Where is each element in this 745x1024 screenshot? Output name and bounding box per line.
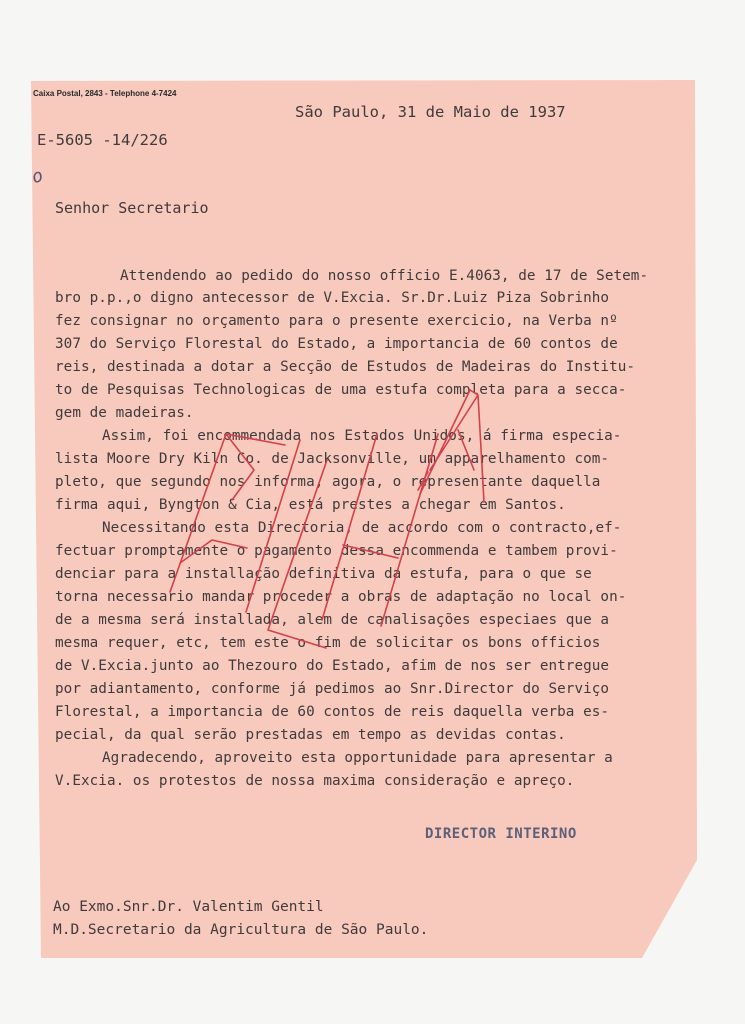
body-line: torna necessario mandar proceder a obras de adaptação no local on- [55,589,627,605]
signature-title: DIRECTOR INTERINO [425,826,577,842]
body-line: Attendendo ao pedido do nosso officio E.4063, de 17 de Setem- [120,268,649,284]
margin-mark: o [29,164,46,189]
addressee-line: Ao Exmo.Snr.Dr. Valentim Gentil [53,899,324,915]
salutation: Senhor Secretario [55,199,209,217]
body-line: de V.Excia.junto ao Thezouro do Estado, afim de nos ser entregue [55,658,610,674]
body-line: V.Excia. os protestos de nossa maxima consideração e apreço. [55,773,575,789]
body-line: reis, destinada a dotar a Secção de Estudos de Madeiras do Institu- [55,359,636,375]
body-line: Assim, foi encommendada nos Estados Unidos, á firma especia- [102,428,622,444]
addressee-line: M.D.Secretario da Agricultura de São Paulo. [53,922,429,938]
body-line: pecial, da qual serão prestadas em tempo as devidas contas. [55,727,566,743]
body-line: Agradecendo, aproveito esta opportunidade para apresentar a [102,750,613,766]
body-line: por adiantamento, conforme já pedimos ao Snr.Director do Serviço [55,681,610,697]
body-line: fectuar promptamente o pagamento dessa encommenda e tambem provi- [55,543,618,559]
body-line: firma aqui, Byngton & Cia, está prestes a chegar em Santos. [55,497,566,513]
body-line: fez consignar no orçamento para o presente exercicio, na Verba nº [55,313,618,329]
body-line: Florestal, a importancia de 60 contos de reis daquella verba es- [55,704,610,720]
body-line: Necessitando esta Directoria, de accordo com o contracto,ef- [102,520,622,536]
body-line: bro p.p.,o digno antecessor de V.Excia. Sr.Dr.Luiz Piza Sobrinho [55,290,610,306]
letterhead-contact: Caixa Postal, 2843 - Telephone 4-7424 [33,89,177,98]
body-line: denciar para a installação definitiva da estufa, para o que se [55,566,592,582]
body-line: 307 do Serviço Florestal do Estado, a importancia de 60 contos de [55,336,618,352]
letter-date: São Paulo, 31 de Maio de 1937 [295,103,566,121]
reference-number: E-5605 -14/226 [37,131,168,149]
body-line: gem de madeiras. [55,405,194,421]
body-line: lista Moore Dry Kiln Co. de Jacksonville, um apparelhamento com- [55,451,610,467]
body-line: to de Pesquisas Technologicas de uma estufa completa para a secca- [55,382,627,398]
body-line: mesma requer, etc, tem este o fim de solicitar os bons officios [55,635,601,651]
body-line: de a mesma será installada, alem de canalisações especiaes que a [55,612,610,628]
body-line: pleto, que segundo nos informa, agora, o representante daquella [55,474,601,490]
